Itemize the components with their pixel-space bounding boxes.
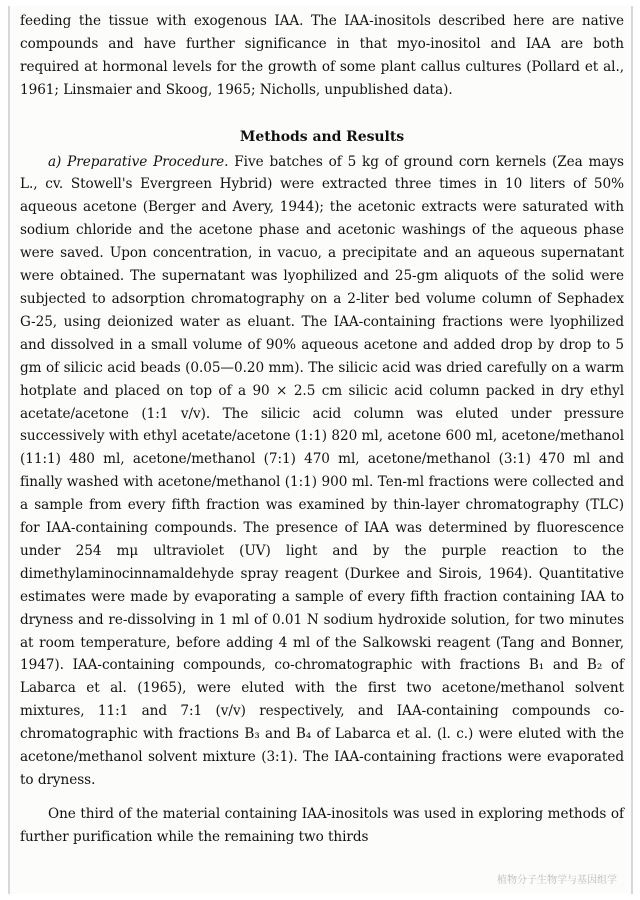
subsection-label: a) Preparative Procedure. <box>48 153 229 170</box>
paragraph-further-purification: One third of the material containing IAA-inositols was used in exploring methods of further purification while the remaining two thirds <box>20 805 624 845</box>
paragraph-preparative-procedure <box>20 151 624 792</box>
document-body <box>20 10 624 849</box>
paragraph-intro-continuation: feeding the tissue with exogenous IAA. The IAA-inositols described here are native compounds and have further significance in that myo-inositol and IAA are both required at hormonal levels for the growth of some plant callus cultures (Pollard et al., 1961; Linsmaier and Skoog, 1965; Nicholls, unpublished data). <box>20 13 624 98</box>
section-heading: Methods and Results <box>239 128 405 145</box>
document-page <box>8 6 633 894</box>
watermark: 植物分子生物学与基因组学 <box>497 875 617 886</box>
paragraph-preparative-body: Five batches of 5 kg of ground corn kernels (Zea mays L., cv. Stowell's Evergreen Hybrid) were extracted three times in 10 liters of 50% aqueous acetone (Berger and Avery, 1944); the acetonic extracts were saturated with sodium chloride and the acetone phase and acetonic washings of the aqueous phase were saved. Upon concentration, in vacuo, a precipitate and an aqueous supernatant were obtained. The supernatant was lyophilized and 25-gm aliquots of the solid were subjected to adsorption chromatography on a 2-liter bed volume column of Sephadex G-25, using deionized water as eluant. The IAA-containing fractions were lyophilized and dissolved in a small volume of 90% aqueous acetone and added drop by drop to 5 gm of silicic acid beads (0.05—0.20 mm). The silicic acid was dried carefully on a warm hotplate and placed on top of a 90 × 2.5 cm silicic acid column packed in dry ethyl acetate/acetone (1:1 v/v). The silicic acid column was eluted under pressure successively with ethyl acetate/acetone (1:1) 820 ml, acetone 600 ml, acetone/methanol (11:1) 480 ml, acetone/methanol (7:1) 470 ml, acetone/methanol (3:1) 470 ml and finally washed with acetone/methanol (1:1) 900 ml. Ten-ml fractions were collected and a sample from every fifth fraction was examined by thin-layer chromatography (TLC) for IAA-containing compounds. The presence of IAA was determined by fluorescence under 254 mμ ultraviolet (UV) light and by the purple reaction to the dimethylaminocinnamaldehyde spray reagent (Durkee and Sirois, 1964). Quantitative estimates were made by evaporating a sample of every fifth fraction containing IAA to dryness and re-dissolving in 1 ml of 0.01 N sodium hydroxide solution, for two minutes at room temperature, before adding 4 ml of the Salkowski reagent (Tang and Bonner, 1947). IAA-containing compounds, co-chromatographic with fractions B₁ and B₂ of Labarca et al. (1965), were eluted with the first two acetone/methanol solvent mixtures, 11:1 and 7:1 (v/v) respectively, and IAA-containing compounds co-chromatographic with fractions B₃ and B₄ of Labarca et al. (l. c.) were eluted with the acetone/methanol solvent mixture (3:1). The IAA-containing fractions were evaporated to dryness. <box>20 153 624 788</box>
